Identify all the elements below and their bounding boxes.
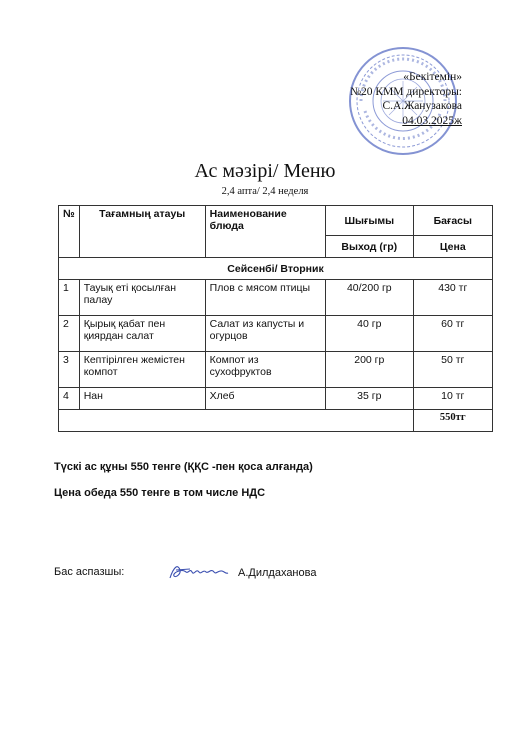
price-note-ru: Цена обеда 550 тенге в том числе НДС: [54, 487, 266, 499]
col-header-price-kz: Бағасы: [413, 206, 492, 236]
handwritten-signature: [168, 560, 230, 584]
approval-date: 04.03.2025ж: [402, 114, 462, 127]
dish-name-ru: Хлеб: [205, 388, 325, 410]
day-header: Сейсенбі/ Вторник: [59, 258, 493, 280]
approval-heading: «Бекітемін»: [403, 71, 462, 83]
col-header-yield-kz: Шығымы: [326, 206, 414, 236]
signature-name: А.Дилдаханова: [238, 567, 317, 579]
row-num: 4: [59, 388, 80, 410]
dish-name-kz: Нан: [79, 388, 205, 410]
col-header-yield-ru: Выход (гр): [326, 236, 414, 258]
dish-name-kz: Қырық қабат пен қиярдан салат: [79, 316, 205, 352]
dish-name-kz: Кептірілген жемістен компот: [79, 352, 205, 388]
col-header-num: №: [59, 206, 80, 258]
row-num: 2: [59, 316, 80, 352]
signature-label: Бас аспазшы:: [54, 566, 125, 578]
dish-yield: 200 гр: [326, 352, 414, 388]
row-num: 1: [59, 280, 80, 316]
dish-name-kz: Тауық еті қосылған палау: [79, 280, 205, 316]
dish-yield: 35 гр: [326, 388, 414, 410]
dish-name-ru: Плов с мясом птицы: [205, 280, 325, 316]
table-row: [59, 352, 493, 388]
menu-table: [58, 205, 493, 432]
approval-position: №20 КММ директоры:: [350, 85, 462, 98]
total-label-cell: [59, 410, 414, 432]
dish-price: 50 тг: [413, 352, 492, 388]
approval-director-name: С.А.Жанузакова: [382, 100, 462, 112]
col-header-price-ru: Цена: [413, 236, 492, 258]
price-note-kz: Түскі ас құны 550 тенге (ҚҚС -пен қоса алғанда): [54, 461, 313, 473]
page-subtitle: 2,4 апта/ 2,4 неделя: [221, 186, 309, 197]
dish-yield: 40/200 гр: [326, 280, 414, 316]
page-title: Ас мәзірі/ Меню: [194, 160, 336, 182]
dish-yield: 40 гр: [326, 316, 414, 352]
table-row: [59, 280, 493, 316]
dish-name-ru: Компот из сухофруктов: [205, 352, 325, 388]
dish-price: 10 тг: [413, 388, 492, 410]
table-row: [59, 388, 493, 410]
col-header-name-ru: Наименование блюда: [205, 206, 325, 258]
col-header-name-kz: Тағамның атауы: [79, 206, 205, 258]
dish-price: 430 тг: [413, 280, 492, 316]
dish-name-ru: Салат из капусты и огурцов: [205, 316, 325, 352]
total-price: 550тг: [413, 410, 492, 432]
table-row: [59, 316, 493, 352]
approval-block: [350, 70, 462, 128]
row-num: 3: [59, 352, 80, 388]
dish-price: 60 тг: [413, 316, 492, 352]
